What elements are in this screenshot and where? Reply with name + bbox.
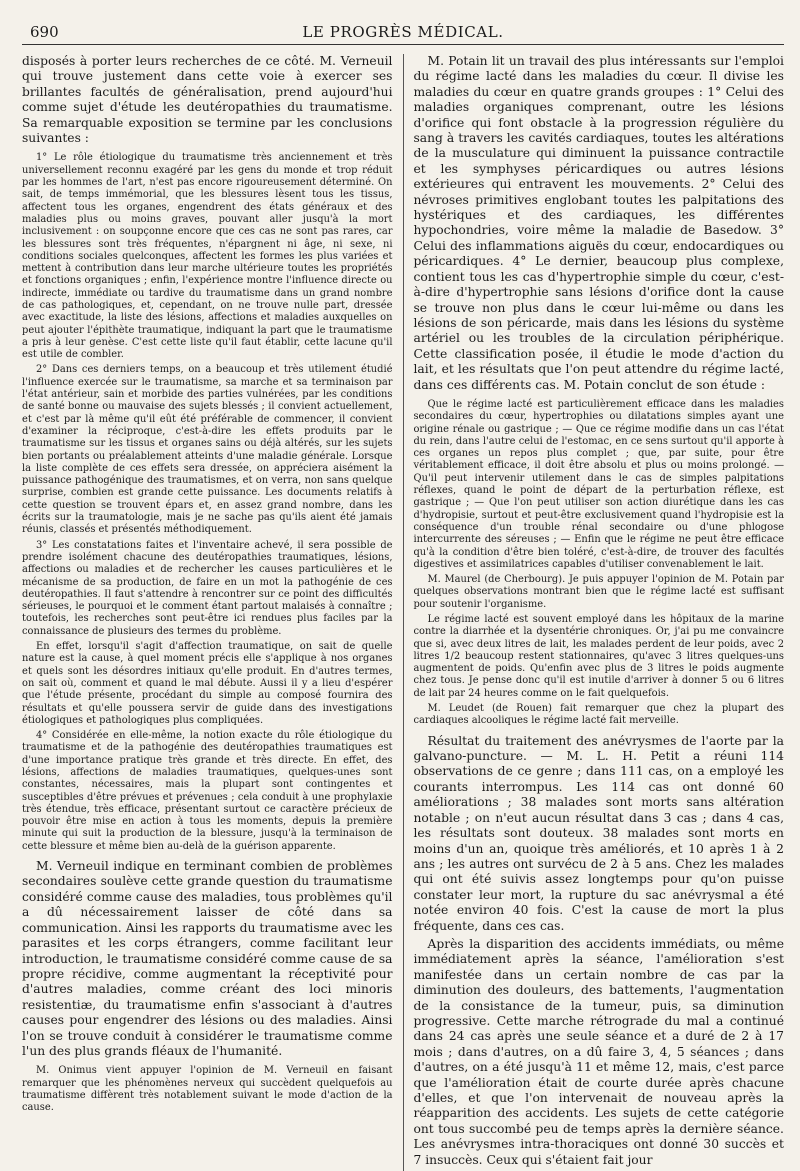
column-divider <box>403 54 404 1171</box>
potain-conclusion: Que le régime lacté est particulièrement efficace dans les maladies secondaires du cœur, hypertrophies ou dilatations simples ayant une origine rénale ou gastrique ; — Que ce régime modifie dans un cas l'état du rein, dans l'autre celui de l'estomac, en ce sens surtout qu'il apporte à ces organes un repos plus complet ; que, par suite, pour être véritablement efficace, il doit être absolu et plus ou moins prolongé. — Qu'il peut intervenir utilement dans le cas de simples palpitations réflexes, quand le point de départ de la perturbation réflexe, est gastrique ; — Que l'on peut utiliser son action diurétique dans les cas d'hydropisie, surtout et peut-être exclusivement quand l'hydropisie est la conséquence d'un trouble rénal secondaire ou d'une phlogose intercurrente des séreuses ; — Enfin que le régime ne peut être efficace qu'à la condition d'être bien toléré, c'est-à-dire, de trouver des facultés digestives et assimilatrices capables d'utiliser convenablement le lait. <box>413 398 784 570</box>
conclusion-3-continued: En effet, lorsqu'il s'agit d'affection traumatique, on sait de quelle nature est la cause, à quel moment précis elle s'applique à nos organes et quels sont les désordres initiaux qu'elle produit. En d'autres termes, on sait où, comment et quand le mal débute. Aussi il y a lieu d'espérer que l'étude présente, procédant du simple au composé fournira des résultats et qu'elle poussera servir de guide dans des investigations étiologiques et pathologiques plus compliquées. <box>22 641 393 726</box>
petit-paragraph: Résultat du traitement des anévrysmes de l'aorte par la galvano-puncture. — M. L. H. Petit a réuni 114 observations de ce genre ; dans 111 cas, on a employé les courants interrompus. Les 114 cas ont donné 60 améliorations ; 38 malades sont morts sans altération notable ; on n'eut aucun résultat dans 3 cas ; dans 4 cas, les résultats sont douteux. 38 malades sont morts en moins d'un an, quoique très améliorés, et 10 après 1 à 2 ans ; les autres ont survécu de 2 à 5 ans. Chez les malades qui ont été suivis assez longtemps pour qu'on puisse constater leur mort, la rupture du sac anévrysmal a été notée environ 40 fois. C'est la cause de mort la plus fréquente, dans ces cas. <box>413 733 784 933</box>
maurel-paragraph: M. Maurel (de Cherbourg). Je puis appuyer l'opinion de M. Potain par quelques observations montrant bien que le régime lacté est suffisant pour soutenir l'organisme. <box>413 574 784 610</box>
page-number: 690 <box>30 23 59 41</box>
journal-title: LE PROGRÈS MÉDICAL. <box>302 23 504 41</box>
left-column <box>22 54 393 1171</box>
text-columns <box>22 54 784 1171</box>
marine-paragraph: Le régime lacté est souvent employé dans les hôpitaux de la marine contre la diarrhée et la dysentérie chroniques. Or, j'ai pu me convaincre que si, avec deux litres de lait, les malades perdent de leur poids, avec 2 litres 1/2 beaucoup restent stationnaires, qu'avec 3 litres quelques-uns augmentent de poids. Qu'enfin avec plus de 3 litres le poids augmente chez tous. Je pense donc qu'il est inutile d'arriver à donner 5 ou 6 litres de lait par 24 heures comme on le fait quelquefois. <box>413 613 784 699</box>
leudet-paragraph: M. Leudet (de Rouen) fait remarquer que chez la plupart des cardiaques alcooliques le régime lacté fait merveille. <box>413 703 784 727</box>
verneuil-paragraph: M. Verneuil indique en terminant combien de problèmes secondaires soulève cette grande question du traumatisme considéré comme cause des maladies, tous problèmes qu'il a dû nécessairement laisser de côté dans sa communication. Ainsi les rapports du traumatisme avec les parasites et les corps étrangers, comme facilitant leur introduction, le traumatisme considéré comme cause de sa propre récidive, comme augmentant la réceptivité pour d'autres maladies, comme créant des loci minoris resistentiæ, du traumatisme enfin s'associant à d'autres causes pour engendrer des lésions ou des maladies. Ainsi l'on se trouve conduit à considérer le traumatisme comme l'un des plus grands fléaux de l'humanité. <box>22 859 393 1058</box>
onimus-paragraph: M. Onimus vient appuyer l'opinion de M. Verneuil en faisant remarquer que les phénomènes nerveux qui succèdent quelquefois au traumatisme diffèrent très notablement suivant le mode d'action de la cause. <box>22 1065 393 1114</box>
intro-paragraph: disposés à porter leurs recherches de ce côté. M. Verneuil qui trouve justement dans cette voie à exercer ses brillantes facultés de généralisation, prend aujourd'hui comme sujet d'étude les deutéropathies du traumatisme. Sa remarquable exposition se termine par les conclusions suivantes : <box>22 54 393 146</box>
conclusion-2: 2° Dans ces derniers temps, on a beaucoup et très utilement étudié l'influence exercée sur le traumatisme, sa marche et sa terminaison par l'état antérieur, sain et morbide des parties vulnérées, par les conditions de santé bonne ou mauvaise des sujets blessés ; il convient actuellement, et c'est par là même qu'il eût été préférable de commencer, il convient d'examiner la réciproque, c'est-à-dire les effets produits par le traumatisme sur les tissus et organes sains ou déjà altérés, sur les sujets bien portants ou préalablement atteints d'une maladie générale. Lorsque la liste complète de ces effets sera dressée, on appréciera aisément la puissance pathogénique des traumatismes, et on verra, non sans quelque surprise, combien est grande cette puissance. Les documents relatifs à cette question se trouvent épars et, en assez grand nombre, dans les écrits sur la traumatologie, mais je ne sache pas qu'ils aient été jamais réunis, classés et présentés méthodiquement. <box>22 364 393 536</box>
running-header <box>22 22 784 45</box>
conclusion-4: 4° Considérée en elle-même, la notion exacte du rôle étiologique du traumatisme et de la pathogénie des deutéropathies traumatiques est d'une importance pratique très grande et très directe. En effet, des lésions, affections de maladies traumatiques, quelques-unes sont constantes, nécessaires, mais la plupart sont contingentes et susceptibles d'être prévues et prévenues ; cela conduit à une prophylaxie très étendue, très efficace, présentant surtout ce caractère précieux de pouvoir être mise en action à tous les moments, depuis la première minute qui suit la production de la blessure, jusqu'à la terminaison de cette blessure et même bien au-delà de la guérison apparente. <box>22 730 393 852</box>
apres-paragraph: Après la disparition des accidents immédiats, ou même immédiatement après la séance, l'amélioration s'est manifestée dans un certain nombre de cas par la diminution des douleurs, des battements, l'augmentation de la consistance de la tumeur, puis, sa diminution progressive. Cette marche rétrograde du mal a continué dans 24 cas après une seule séance et a duré de 2 à 17 mois ; dans d'autres, on a dû faire 3, 4, 5 séances ; dans d'autres, on a été jusqu'à 11 et même 12, mais, c'est parce que l'amélioration était de courte durée après chacune d'elles, et que l'on intervenait de nouveau après la réapparition des accidents. Les sujets de cette catégorie ont tous succombé peu de temps après la dernière séance. Les anévrysmes intra-thoraciques ont donné 30 succès et 7 insuccès. Ceux qui s'étaient fait jour <box>413 936 784 1167</box>
potain-paragraph: M. Potain lit un travail des plus intéressants sur l'emploi du régime lacté dans les maladies du cœur. Il divise les maladies du cœur en quatre grands groupes : 1° Celui des maladies organiques comprenant, outre les lésions d'orifice qui font obstacle à la progression régulière du sang à travers les cavités cardiaques, toutes les altérations de la musculature qui diminuent la puissance contractile et les symphyses péricardiques ou autres lésions extérieures qui entravent les mouvements. 2° Celui des névroses primitives englobant toutes les palpitations des hystériques et des cardiaques, les différentes hypochondries, voire même la maladie de Basedow. 3° Celui des inflammations aiguës du cœur, endocardiques ou péricardiques. 4° Le dernier, beaucoup plus complexe, contient tous les cas d'hypertrophie simple du cœur, c'est-à-dire d'hypertrophie sans lésions d'orifice dont la cause se trouve non plus dans le cœur lui-même ou dans les lésions de son péricarde, mais dans les lésions du système artériel ou les troubles de la circulation périphérique. Cette classification posée, il étudie le mode d'action du lait, et les résultats que l'on peut attendre du régime lacté, dans ces différents cas. M. Potain conclut de son étude : <box>413 54 784 392</box>
conclusion-1: 1° Le rôle étiologique du traumatisme très anciennement et très universellement reconnu exagéré par les gens du monde et trop réduit par les hommes de l'art, n'est pas encore rigoureusement déterminé. On sait, de temps immémorial, que les blessures lèsent tous les tissus, affectent tous les organes, engendrent des états généraux et des maladies plus ou moins graves, pouvant aller jusqu'à la mort inclusivement : on soupçonne encore que ces cas ne sont pas rares, car les blessures sont très fréquentes, n'épargnent ni âge, ni sexe, ni conditions sociales quelconques, affectent les formes les plus variées et mettent à contribution dans leur marche ultérieure toutes les propriétés et fonctions organiques ; enfin, l'expérience montre l'influence directe ou indirecte, immédiate ou tardive du traumatisme dans un grand nombre de cas pathologiques, et, cependant, on ne trouve nulle part, dressée avec exactitude, la liste des lésions, affections et maladies auxquelles on peut ajouter l'épithète traumatique, indiquant la part que le traumatisme a pris à leur genèse. C'est cette liste qu'il faut établir, cette lacune qu'il est utile de combler. <box>22 152 393 361</box>
conclusion-3: 3° Les constatations faites et l'inventaire achevé, il sera possible de prendre isolément chacune des deutéropathies traumatiques, lésions, affections ou maladies et de rechercher les causes particulières et le mécanisme de sa production, de faire en un mot la pathogénie de ces deutéropathies. Il faut s'attendre à rencontrer sur ce point des difficultés sérieuses, le pourquoi et le comment étant partout malaisés à connaître ; toutefois, les recherches sont peut-être ici rendues plus faciles par la connaissance de plusieurs des termes du problème. <box>22 539 393 637</box>
right-column <box>413 54 784 1171</box>
